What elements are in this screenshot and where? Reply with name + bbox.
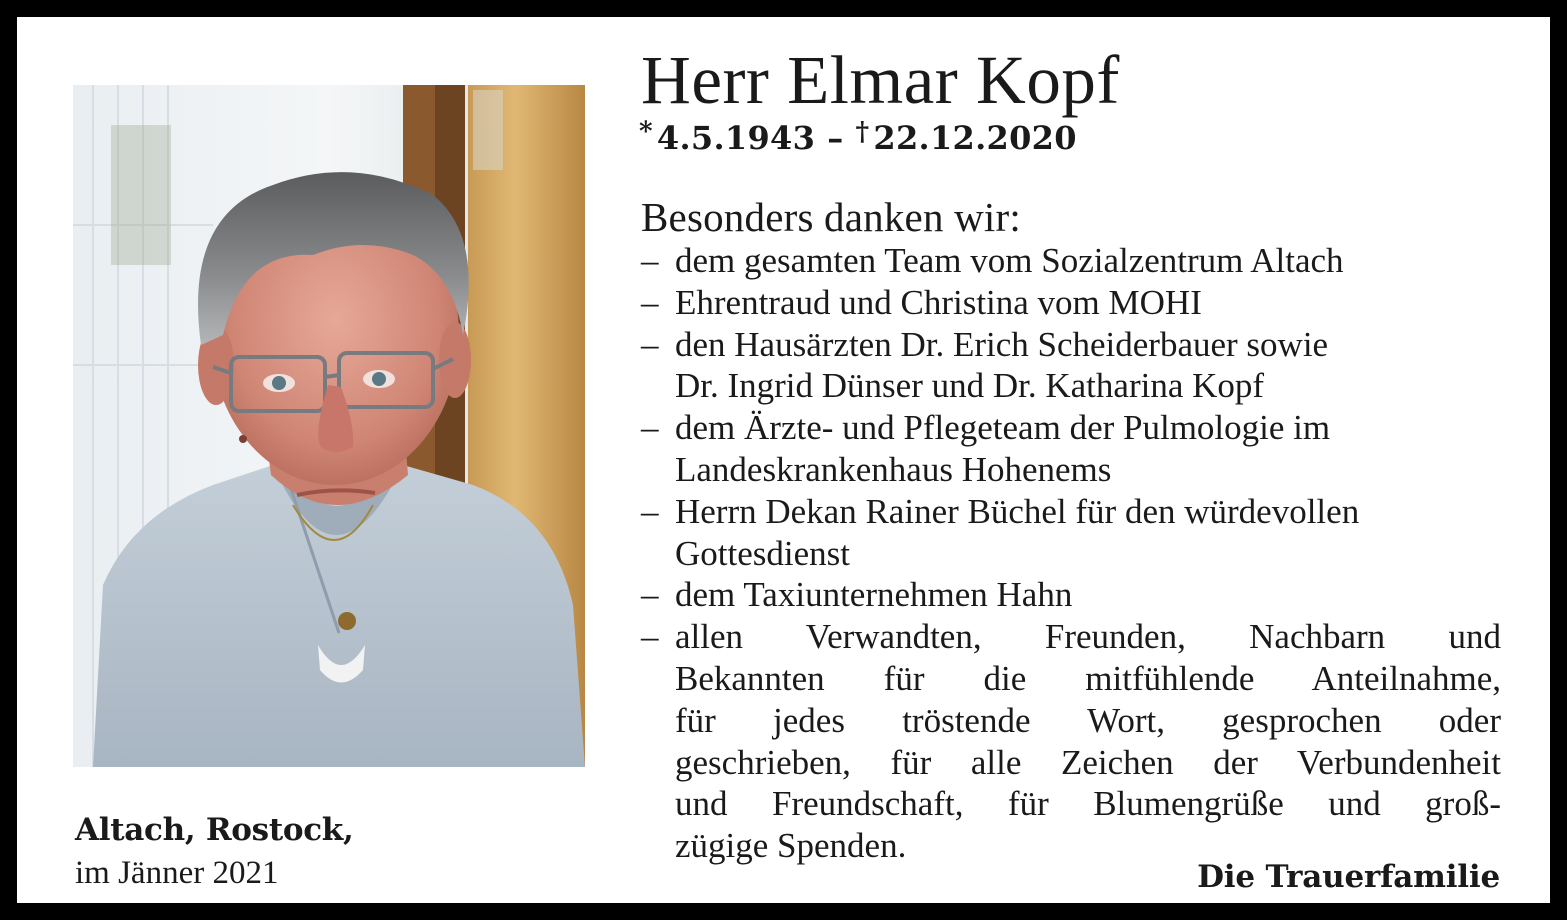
place-caption: Altach, Rostock, xyxy=(75,812,354,848)
thanks-item xyxy=(641,282,1501,324)
birth-symbol: * xyxy=(639,117,653,147)
thanks-line: Ehrentraud und Christina vom MOHI xyxy=(675,282,1202,322)
thanks-heading: Besonders danken wir: xyxy=(641,194,1021,240)
dash-bullet: – xyxy=(641,282,659,322)
thanks-item xyxy=(641,616,1501,867)
dash-bullet: – xyxy=(641,408,659,448)
thanks-line: Bekannten für die mitfühlende Anteilnahme, xyxy=(675,658,1501,698)
thanks-line: Dr. Ingrid Dünser und Dr. Katharina Kopf xyxy=(675,366,1265,406)
thanks-item xyxy=(641,491,1501,575)
thanks-line: dem Ärzte- und Pflegeteam der Pulmologie im xyxy=(675,408,1331,448)
thanks-item xyxy=(641,407,1501,491)
thanks-list xyxy=(641,240,1501,867)
birth-date: 4.5.1943 xyxy=(656,119,816,157)
portrait-photo xyxy=(73,85,585,767)
dash-bullet: – xyxy=(641,575,659,615)
life-dates xyxy=(639,117,1077,157)
thanks-line: zügige Spenden. xyxy=(675,826,907,866)
dates-separator: – xyxy=(827,119,844,157)
date-caption: im Jänner 2021 xyxy=(75,855,279,891)
thanks-line: dem gesamten Team vom Sozialzentrum Altach xyxy=(675,241,1344,280)
dash-bullet: – xyxy=(641,241,659,280)
thanks-line: Herrn Dekan Rainer Büchel für den würdevollen xyxy=(675,491,1360,531)
dash-bullet: – xyxy=(641,491,659,531)
thanks-item xyxy=(641,324,1501,408)
death-symbol: † xyxy=(855,117,870,147)
thanks-line: den Hausärzten Dr. Erich Scheiderbauer sowie xyxy=(675,324,1329,364)
thanks-line: Gottesdienst xyxy=(675,533,850,573)
thanks-line: geschrieben, für alle Zeichen der Verbundenheit xyxy=(675,742,1501,782)
death-date: 22.12.2020 xyxy=(873,119,1077,157)
dash-bullet: – xyxy=(641,324,659,364)
thanks-item xyxy=(641,240,1501,282)
thanks-line: dem Taxiunternehmen Hahn xyxy=(675,575,1073,615)
thanks-item xyxy=(641,574,1501,616)
thanks-line: und Freundschaft, für Blumengrüße und groß- xyxy=(675,784,1501,824)
deceased-name: Herr Elmar Kopf xyxy=(641,42,1120,118)
thanks-line: Landeskrankenhaus Hohenems xyxy=(675,449,1112,489)
thanks-line: allen Verwandten, Freunden, Nachbarn und xyxy=(675,617,1501,657)
signature: Die Trauerfamilie xyxy=(1197,859,1500,895)
thanks-line: für jedes tröstende Wort, gesprochen oder xyxy=(675,700,1501,740)
dash-bullet: – xyxy=(641,617,659,657)
